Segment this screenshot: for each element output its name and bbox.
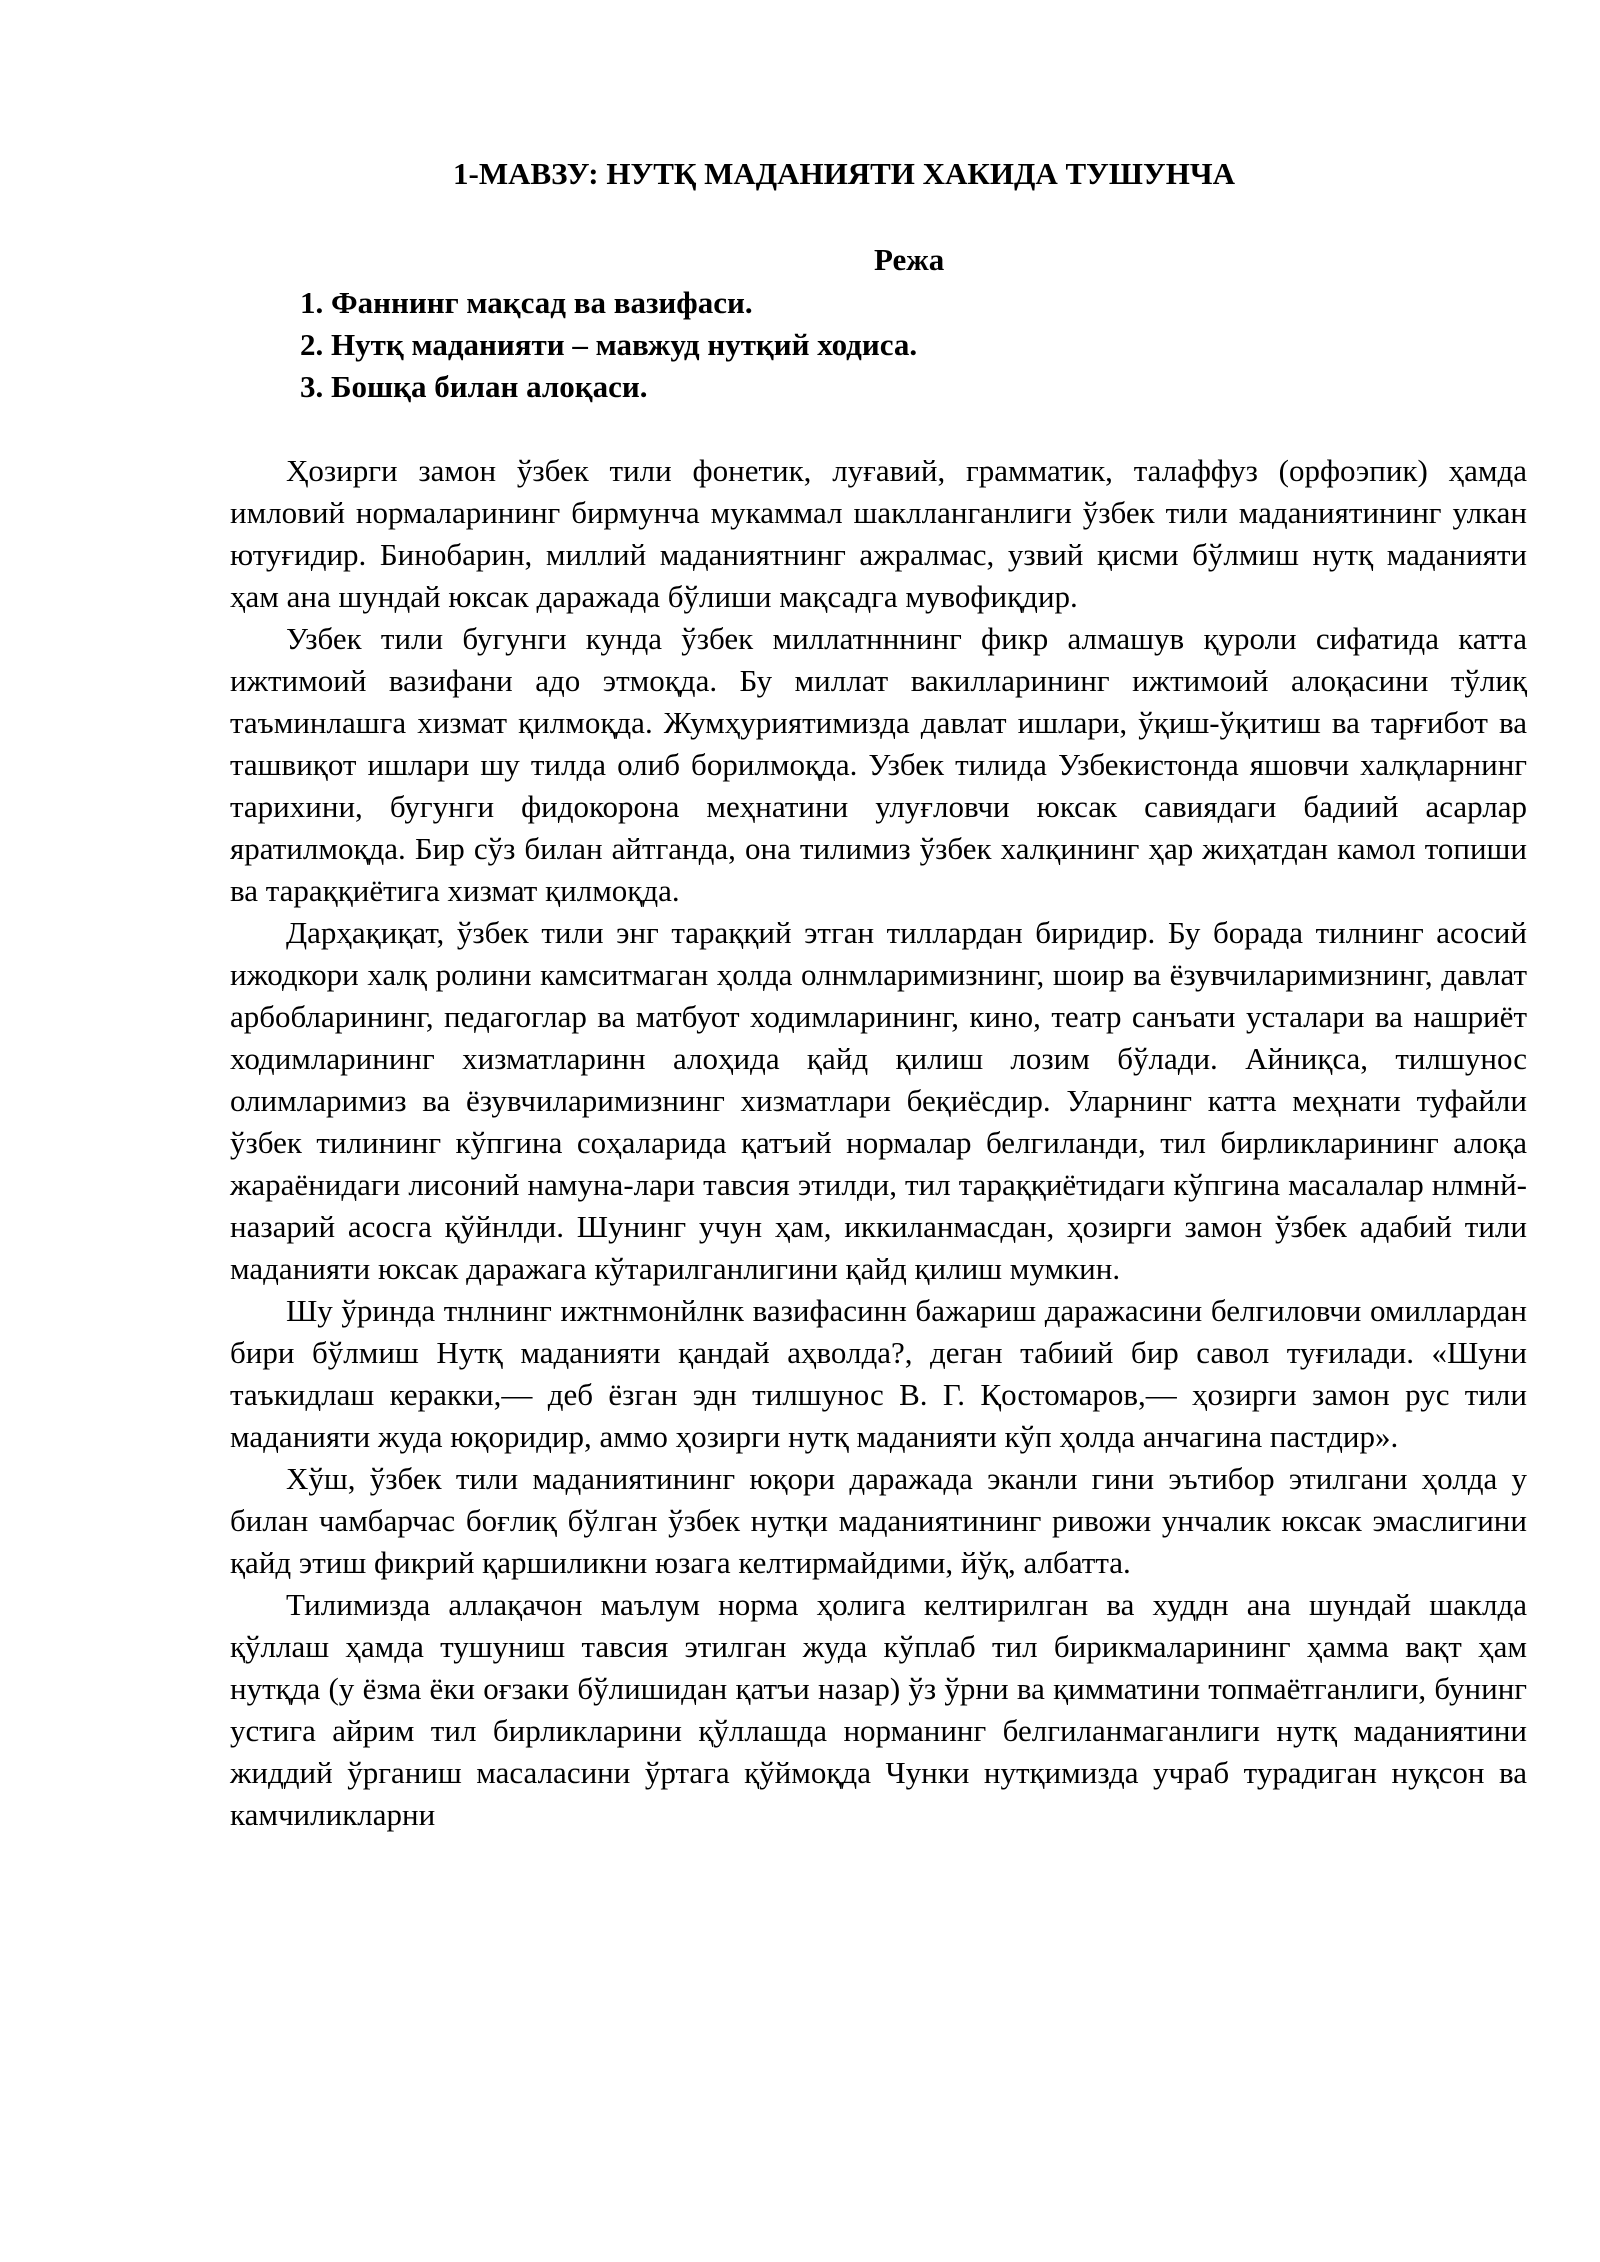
paragraph: Узбек тили бугунги кунда ўзбек миллатнннинг фикр алмашув қуроли сифатида катта ижтимоий вазифани адо этмоқда. Бу миллат вакилларининг ижтимоий алоқасини тўлиқ таъминлашга хизмат қилмоқда. Жумҳуриятимизда давлат ишлари, ўқиш-ўқитиш ва тарғибот ва ташвиқот ишлари шу тилда олиб борилмоқда. Узбек тилида Узбекистонда яшовчи халқларнинг тарихини, бугунги фидокорона меҳнатини улуғловчи юксак савиядаги бадиий асарлар яратилмоқда. Бир сўз билан айтганда, она тилимиз ўзбек халқининг ҳар жиҳатдан камол топиши ва тараққиётига хизмат қилмоқда. [230, 621, 1527, 908]
paragraph: Тилимизда аллақачон маълум норма ҳолига келтирилган ва худдн ана шундай шаклда қўллаш ҳамда тушуниш тавсия этилган жуда кўплаб тил бирикмаларининг ҳамма вақт ҳам нутқда (у ёзма ёки оғзаки бўлишидан қатъи назар) ўз ўрни ва қимматини топмаётганлиги, бунинг устига айрим тил бирликларини қўллашда норманинг белгиланмаганлиги нутқ маданиятини жиддий ўрганиш масаласини ўртага қўймоқда Чунки нутқимизда учраб турадиган нуқсон ва камчиликларни [230, 1587, 1527, 1832]
paragraph: Дарҳақиқат, ўзбек тили энг тараққий этган тиллардан биридир. Бу борада тилнинг асосий ижодкори халқ ролини камситмаган ҳолда олнмларимизнинг, шоир ва ёзувчиларимизнинг, давлат арбобларининг, педагоглар ва матбуот ходимларининг, кино, театр санъати усталари ва нашриёт ходимларининг хизматларинн алоҳида қайд қилиш лозим бўлади. Айниқса, тилшунос олимларимиз ва ёзувчиларимизнинг хизматлари беқиёсдир. Уларнинг катта меҳнати туфайли ўзбек тилининг кўпгина соҳаларида қатъий нормалар белгиланди, тил бирликларининг алоқа жараёнидаги лисоний намуна-лари тавсия этилди, тил тараққиётидаги кўпгина масалалар нлмнй-назарий асосга қўйнлди. Шунинг учун ҳам, иккиланмасдан, ҳозирги замон ўзбек адабий тили маданияти юксак даражага кўтарилганлигини қайд қилиш мумкин. [230, 915, 1527, 1286]
plan-item: 1. Фаннинг мақсад ва вазифаси. [300, 285, 753, 320]
paragraph: Хўш, ўзбек тили маданиятининг юқори даражада эканли гини эътибор этилгани ҳолда у билан чамбарчас боғлиқ бўлган ўзбек нутқи маданиятининг ривожи унчалик юксак эмаслигини қайд этиш фикрий қаршиликни юзага келтирмайдими, йўқ, албатта. [230, 1461, 1527, 1580]
plan-heading: Режа [874, 242, 945, 277]
page-title: 1-МАВЗУ: НУТҚ МАДАНИЯТИ ХАКИДА ТУШУНЧА [453, 156, 1235, 191]
paragraph: Шу ўринда тнлнинг ижтнмонйлнк вазифасинн бажариш даражасини белгиловчи омиллардан бири бўлмиш Нутқ маданияти қандай аҳволда?, деган табиий бир савол туғилади. «Шуни таъкидлаш керакки,— деб ёзган эдн тилшунос В. Г. Қостомаров,— ҳозирги замон рус тили маданияти жуда юқоридир, аммо ҳозирги нутқ маданияти кўп ҳолда анчагина пастдир». [230, 1293, 1527, 1454]
paragraph: Ҳозирги замон ўзбек тили фонетик, луғавий, грамматик, талаффуз (орфоэпик) ҳамда имловий нормаларининг бирмунча мукаммал шаклланганлиги ўзбек тили маданиятининг улкан ютуғидир. Бинобарин, миллий маданиятнинг ажралмас, узвий қисми бўлмиш нутқ маданияти ҳам ана шундай юксак даражада бўлиши мақсадга мувофиқдир. [230, 453, 1527, 614]
plan-item: 2. Нутқ маданияти – мавжуд нутқий ходиса. [300, 327, 918, 362]
plan-list [300, 282, 917, 408]
plan-item: 3. Бошқа билан алоқаси. [300, 369, 648, 404]
body-text [230, 450, 1527, 1836]
